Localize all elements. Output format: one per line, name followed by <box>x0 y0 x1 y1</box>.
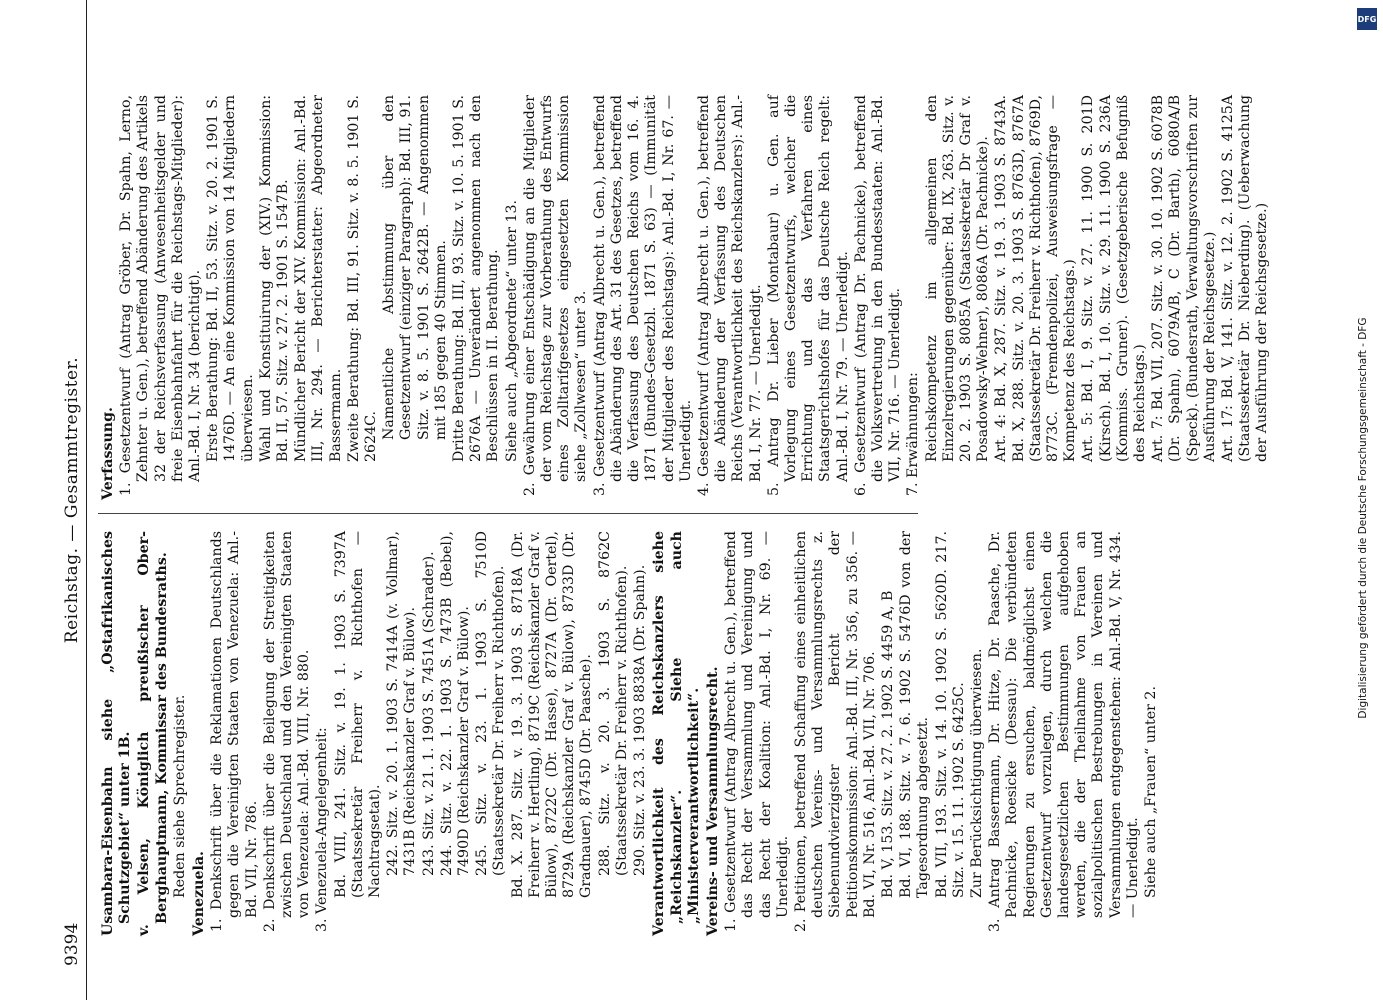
index-entry-line: 3. Antrag Bassermann, Dr. Hitze, Dr. Paasche, Dr. Pachnicke, Roesicke (Dessau): Die verbündeten Regierungen zu ersuchen, baldmöglichst einen Gesetzentwurf vorzulegen, durch welchen die landesgesetzlichen Bestimmungen aufgehoben werden, die der Theilnahme von Frauen an sozialpolitischen Bestrebungen in Vereinen und Versammlungen entgegenstehen: Anl.-Bd. V, Nr. 434. — Unerledigt. <box>987 531 1141 932</box>
index-entry-heading: Vereins- und Versammlungsrecht. <box>704 666 721 936</box>
index-entry-line: 1. Gesetzentwurf (Antrag Gröber, Dr. Spahn, Lerno, Zehnter u. Gen.), betreffend Abänderung des Artikels 32 der Reichsverfassung (Anwesenheitsgelder und freie Eisenbahnfahrt für die Reichstags-Mitglieder): Anl.-Bd. I, Nr. 34 (berichtigt). <box>118 95 204 496</box>
index-entry-line: 2. Petitionen, betreffend Schaffung eines einheitlichen deutschen Vereins- und Versammlungsrechts z. Siebenundvierzigster Bericht der Petitionskommission: Anl.-Bd. III, Nr. 356, zu 356. — Bd. VI, Nr. 516, Anl.-Bd. VII, Nr. 706. <box>792 531 878 932</box>
index-entry-heading: Verfassung. <box>100 407 116 500</box>
index-entry-line: 2. Gewährung einer Entschädigung an die Mitglieder der vom Reichstage zur Vorberathung des Entwurfs eines Zolltarifgesetzes eingesetzten Kommission siehe „Zollwesen“ unter 3. <box>521 95 590 496</box>
index-entry-line: Bd. VII, 193. Sitz. v. 14. 10. 1902 S. 5620D. 217. Sitz. v. 15. 11. 1902 S. 6425C. <box>933 531 967 898</box>
credit-text: Digitalisierung gefördert durch die Deutsche Forschungsgemeinschaft - DFG <box>1357 317 1369 719</box>
index-entry-heading: Usambara-Eisenbahn siehe „Ostafrikanisches Schutzgebiet“ unter 1B. <box>100 531 134 936</box>
page-header <box>60 0 87 1000</box>
index-entry-line: 244. Sitz. v. 22. 1. 1903 S. 7473B (Bebel), 7490D (Reichskanzler Graf v. Bülow). <box>438 531 473 876</box>
index-entry-line: 3. Venezuela-Angelegenheit: <box>314 727 331 932</box>
index-entry-heading: Verantwortlichkeit des Reichskanzlers siehe „Reichskanzler“. Siehe auch „Ministerverantwortlichkeit“. <box>651 531 702 936</box>
left-column <box>98 531 1161 936</box>
index-entry-line: Art. 4: Bd. X, 287. Sitz. v. 19. 3. 1903 S. 8743A. Bd. X, 288. Sitz. v. 20. 3. 1903 S. 8763D, 8767A (Staatssekretär Dr. Freiherr v. Richthofen), 8769D, 8773C. (Fremdenpolizei, Ausweisungsfrage — Kompetenz des Reichstags.) <box>993 95 1079 462</box>
index-entry-line: Erste Berathung: Bd. II, 53. Sitz. v. 20. 2. 1901 S. 1476D. — An eine Kommission von 14 Mitgliedern überwiesen. <box>205 95 256 462</box>
index-entry-line: Bd. VI, 188. Sitz. v. 7. 6. 1902 S. 5476D von der Tagesordnung abgesetzt. <box>898 531 932 898</box>
index-entry-line: 3. Gesetzentwurf (Antrag Albrecht u. Gen.), betreffend die Abänderung des Art. 31 des Gesetzes, betreffend die Verfassung des Deutschen Reichs vom 16. 4. 1871 (Bundes-Gesetzbl. 1871 S. 63) — (Immunität der Mitglieder des Reichstags): Anl.-Bd. I, Nr. 67. — Unerledigt. <box>591 95 694 496</box>
index-entry-line: Art. 17: Bd. V, 141. Sitz. v. 12. 2. 1902 S. 4125A (Staatssekretär Dr. Nieberding). (Ueberwachung der Ausführung der Reichsgesetze.) <box>1220 95 1271 462</box>
index-entry-line: 242. Sitz. v. 20. 1. 1903 S. 7414A (v. Vollmar), 7431B (Reichskanzler Graf v. Bülow). <box>385 531 419 876</box>
index-entry-line: Siehe auch „Frauen“ unter 2. <box>1142 686 1159 898</box>
index-entry-line: Bd. X. 287. Sitz. v. 19. 3. 1903 S. 8718A (Dr. Freiherr v. Hertling), 8719C (Reichskanzler Graf v. Bülow), 8722C (Dr. Hasse), 8727A (Dr. Oertel), 8729A (Reichskanzler Graf v. Bülow), 8733D (Dr. Gradnauer), 8745D (Dr. Paasche). <box>509 531 595 898</box>
index-entry-line: Zweite Berathung: Bd. III, 91. Sitz. v. 8. 5. 1901 S. 2624C. <box>345 95 380 462</box>
index-entry-line: Dritte Berathung: Bd. III, 93. Sitz. v. 10. 5. 1901 S. 2676A — Unverändert angenommen nach den Beschlüssen in II. Berathung. <box>451 95 502 462</box>
index-entry-line: Bd. V, 153. Sitz. v. 27. 2. 1902 S. 4459 A, B <box>879 590 896 898</box>
index-entry-line: Reden siehe Sprechregister. <box>171 694 188 898</box>
index-entry-line: Wahl und Konstituirung der (XIV.) Kommission: Bd. II, 57. Sitz. v. 27. 2. 1901 S. 1547B. <box>257 95 292 462</box>
index-entry-line: Zur Berücksichtigung überwiesen. <box>968 648 985 898</box>
column-divider <box>98 513 918 514</box>
index-entry-line: 5. Antrag Dr. Lieber (Montabaur) u. Gen. auf Vorlegung eines Gesetzentwurfs, welcher die Errichtung und das Verfahren eines Staatsgerichtshofes für das Deutsche Reich regelt: Anl.-Bd. I, Nr. 79. — Unerledigt. <box>765 95 851 496</box>
index-entry-line: Art. 5: Bd. I, 9. Sitz. v. 27. 11. 1900 S. 201D (Kirsch). Bd. I, 10. Sitz. v. 29. 11. 1900 S. 236A (Kommiss. Gruner). (Gesetzgeberische Befugniß des Reichstags.) <box>1080 95 1148 462</box>
right-column <box>98 95 1273 500</box>
index-entry-heading: Venezuela. <box>191 851 208 936</box>
index-entry-line: 7. Erwähnungen: <box>905 372 922 496</box>
running-head: Reichstag. — Gesammtregister. <box>62 356 82 644</box>
index-entry-line: Art. 7: Bd. VII, 207. Sitz. v. 30. 10. 1902 S. 6078B (Dr. Spahn), 6079A/B, C (Dr. Barth), 6080A/B (Speck). (Bundesrath, Verwaltungsvorschriften zur Ausführung der Reichsgesetze.) <box>1150 95 1218 462</box>
index-entry-line: 4. Gesetzentwurf (Antrag Albrecht u. Gen.), betreffend die Abänderung der Verfassung des Deutschen Reichs (Verantwortlichkeit des Reichskanzlers): Anl.-Bd. I, Nr. 77. — Unerledigt. <box>695 95 764 496</box>
index-entry-line: Bd. VIII, 241. Sitz. v. 19. 1. 1903 S. 7397A (Staatssekretär Freiherr v. Richthofen — Nachtragsetat). <box>332 531 384 898</box>
index-entry-line: 245. Sitz. v. 23. 1. 1903 S. 7510D (Staatssekretär Dr. Freiherr v. Richthofen). <box>474 531 508 876</box>
index-entry-line: Namentliche Abstimmung über den Gesetzentwurf (einziger Paragraph): Bd. III, 91. Sitz. v. 8. 5. 1901 S. 2642B. — Angenommen mit 185 gegen 40 Stimmen. <box>381 95 449 440</box>
digitization-credit <box>1353 38 1373 998</box>
index-entry-line: 1. Gesetzentwurf (Antrag Albrecht u. Gen.), betreffend das Recht der Versammlung und Vereinigung und das Recht der Koalition: Anl.-Bd. I, Nr. 69. — Unerledigt. <box>723 531 791 932</box>
index-entry-line: Reichskompetenz im allgemeinen den Einzelregierungen gegenüber: Bd. IX, 263. Sitz. v. 20. 2. 1903 S. 8085A (Staatssekretär Dr Graf v. Posadowsky-Wehner), 8086A (Dr. Pachnicke). <box>923 95 992 462</box>
index-entry-line: 2. Denkschrift über die Beilegung der Streitigkeiten zwischen Deutschland und den Vereinigten Staaten von Venezuela: Anl.-Bd. VIII, Nr. 880. <box>261 531 313 932</box>
index-entry-heading: v. Velsen, Königlich preußischer Ober-Berghauptmann, Kommissar des Bundesraths. <box>136 531 170 936</box>
index-entry-line: 288. Sitz. v. 20. 3. 1903 S. 8762C (Staatssekretär Dr. Freiherr v. Richthofen). <box>596 531 630 876</box>
index-entry-line: 6. Gesetzentwurf (Antrag Dr. Pachnicke), betreffend die Volksvertretung in den Bundesstaaten: Anl.-Bd. VII, Nr. 716. — Unerledigt. <box>852 95 904 496</box>
dfg-logo: DFG <box>1357 8 1377 30</box>
index-entry-line: 1. Denkschrift über die Reklamationen Deutschlands gegen die Vereinigten Staaten von Venezuela: Anl.-Bd. VII, Nr. 786. <box>209 531 260 932</box>
index-entry-line: Mündlicher Bericht der XIV. Kommission: Anl.-Bd. III, Nr. 294. — Berichterstatter: Abgeordneter Bassermann. <box>293 95 344 462</box>
page-number: 9394 <box>62 922 82 966</box>
index-entry-line: Siehe auch „Abgeordnete“ unter 13. <box>503 199 520 462</box>
index-entry-line: 290. Sitz. v. 23. 3. 1903 8838A (Dr. Spahn). <box>632 564 649 876</box>
index-entry-line: 243. Sitz. v. 21. 1. 1903 S. 7451A (Schrader). <box>420 551 437 876</box>
